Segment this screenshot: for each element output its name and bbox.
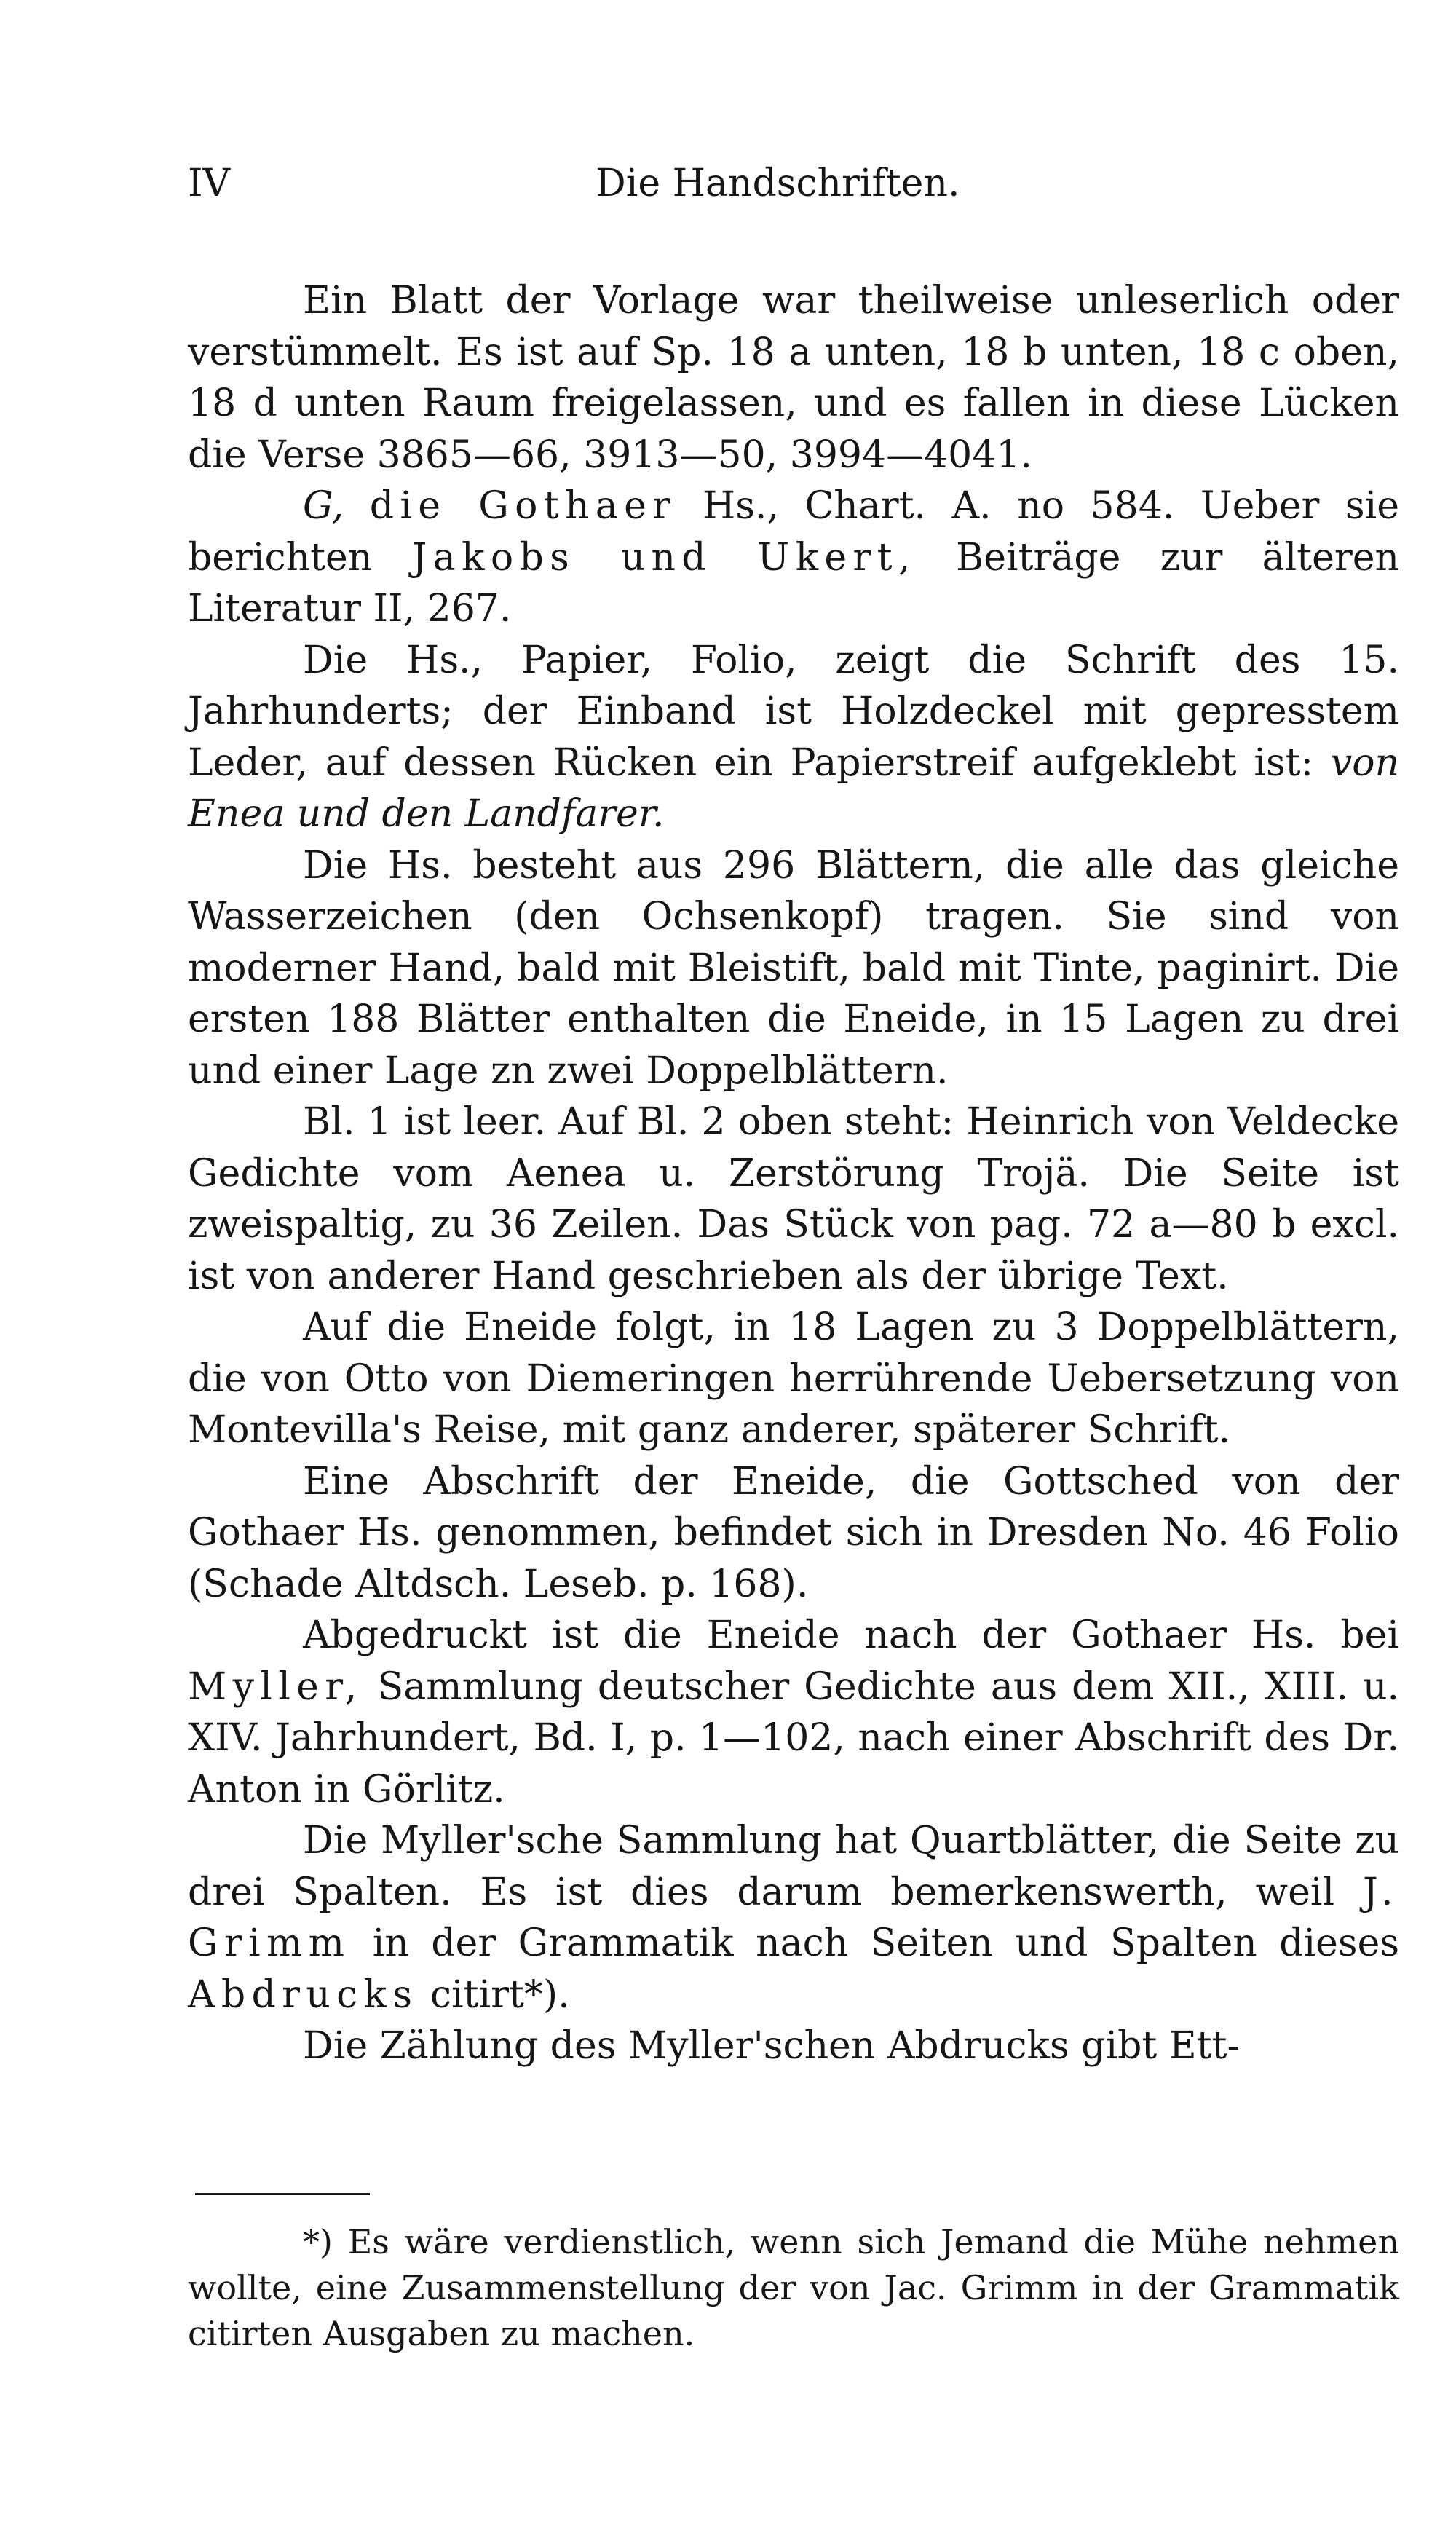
page-number: IV bbox=[188, 162, 231, 205]
siglum: G, bbox=[303, 484, 344, 528]
page-header bbox=[188, 162, 1399, 220]
paragraph-2: G, die Gothaer Hs., Chart. A. no 584. Ueber sie berichten Jakobs und Ukert, Beiträge zur älteren Literatur II, 267. bbox=[188, 484, 1400, 631]
spaced-word: Abdrucks bbox=[188, 1972, 419, 2017]
paragraph-7: Eine Abschrift der Eneide, die Gottsched von der Gothaer Hs. genommen, befindet sich in Dresden No. 46 Folio (Schade Altdsch. Leseb. p. 168). bbox=[188, 1459, 1399, 1606]
author-names: Jakobs und Ukert, bbox=[411, 535, 917, 580]
paragraph-10: Die Zählung des Myller'schen Abdrucks gibt Ett- bbox=[303, 2024, 1241, 2068]
footnote-rule bbox=[195, 2193, 370, 2195]
paragraph-6: Auf die Eneide folgt, in 18 Lagen zu 3 Doppelblättern, die von Otto von Diemeringen herrührende Uebersetzung von Montevilla's Reise, mit ganz anderer, späterer Schrift. bbox=[188, 1305, 1399, 1452]
paragraph-3: Die Hs., Papier, Folio, zeigt die Schrift des 15. Jahrhunderts; der Einband ist Holzdeckel mit gepresstem Leder, auf dessen Rücken ein Papierstreif aufgeklebt ist: von Enea und den Landfarer. bbox=[188, 638, 1399, 836]
running-title: Die Handschriften. bbox=[596, 162, 960, 205]
editor-name: Myller, bbox=[188, 1664, 363, 1709]
grimm-name: J. Grimm bbox=[188, 1870, 1399, 1965]
main-text bbox=[188, 275, 1399, 2072]
paragraph-1: Ein Blatt der Vorlage war theilweise unleserlich oder verstümmelt. Es ist auf Sp. 18 a unten, 18 b unten, 18 c oben, 18 d unten Raum freigelassen, und es fallen in diese Lücken die Verse 3865—66, 3913—50, 3994—4041. bbox=[188, 279, 1399, 477]
paragraph-4: Die Hs. besteht aus 296 Blättern, die alle das gleiche Wasserzeichen (den Ochsenkopf) tragen. Sie sind von moderner Hand, bald mit Bleistift, bald mit Tinte, paginirt. Die ersten 188 Blätter enthalten die Eneide, in 15 Lagen zu drei und einer Lage zn zwei Doppelblättern. bbox=[188, 843, 1399, 1093]
paragraph-9: Die Myller'sche Sammlung hat Quartblätter, die Seite zu drei Spalten. Es ist dies darum bemerkenswerth, weil J. Grimm in der Grammatik nach Seiten und Spalten dieses Abdrucks citirt*). bbox=[188, 1819, 1399, 2017]
binding-title: von Enea und den Landfarer. bbox=[188, 740, 1399, 836]
paragraph-5: Bl. 1 ist leer. Auf Bl. 2 oben steht: Heinrich von Veldecke Gedichte vom Aenea u. Zerstörung Trojä. Die Seite ist zweispaltig, zu 36 Zeilen. Das Stück von pag. 72 a—80 b excl. ist von anderer Hand geschrieben als der übrige Text. bbox=[188, 1100, 1399, 1298]
paragraph-8: Abgedruckt ist die Eneide nach der Gothaer Hs. bei Myller, Sammlung deutscher Gedichte aus dem XII., XIII. u. XIV. Jahrhundert, Bd. I, p. 1—102, nach einer Abschrift des Dr. Anton in Görlitz. bbox=[188, 1613, 1399, 1812]
footnote-text: *) Es wäre verdienstlich, wenn sich Jemand die Mühe nehmen wollte, eine Zusammenstellung der von Jac. Grimm in der Grammatik citirten Ausgaben zu machen. bbox=[188, 2222, 1399, 2353]
manuscript-name: die Gothaer bbox=[369, 484, 677, 528]
footnote bbox=[188, 2219, 1399, 2357]
